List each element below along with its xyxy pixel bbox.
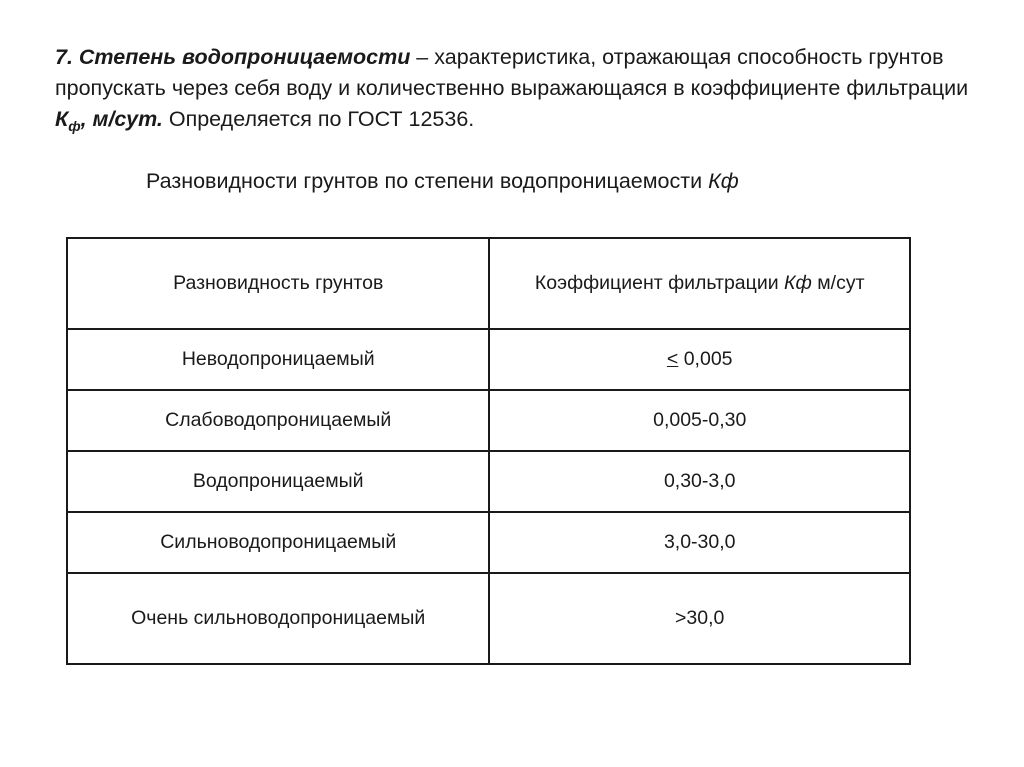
header-coef-unit: м/сут [811,272,865,294]
kf-notation [55,107,163,134]
permeability-table [66,237,911,665]
coefficient-cell: >30,0 [489,573,910,664]
coefficient-cell: 0,005-0,30 [489,390,910,451]
table-row [67,573,910,664]
header-coef-text: Коэффициент фильтрации [534,272,785,294]
caption-variable: Кф [708,169,739,193]
table-row [67,451,910,512]
coefficient-cell: 3,0-30,0 [489,512,910,573]
kf-unit: , м/сут. [80,107,163,131]
definition-text: – характеристика, отражающая способность грунтов пропускать через себя воду и количественно выражающаяся в коэффициенте фильтрации [55,45,969,100]
header-filtration-coefficient [489,238,910,329]
kf-subscript: ф [68,118,81,134]
table-row [67,512,910,573]
soil-type-cell: Неводопроницаемый [67,329,489,390]
kf-symbol: К [55,107,69,131]
table-caption [146,166,739,197]
caption-text: Разновидности грунтов по степени водопроницаемости [146,169,709,193]
gost-reference: Определяется по ГОСТ 12536. [162,107,475,131]
coefficient-cell [489,329,910,390]
header-soil-type: Разновидность грунтов [67,238,489,329]
soil-type-cell: Сильноводопроницаемый [67,512,489,573]
soil-type-cell: Водопроницаемый [67,451,489,512]
soil-type-cell: Очень сильноводопроницаемый [67,573,489,664]
less-or-equal-sign: < [666,348,679,370]
table-row [67,390,910,451]
term-heading: 7. Степень водопроницаемости [55,45,411,69]
table-row [67,329,910,390]
intro-paragraph [55,42,985,135]
header-coef-variable: Кф [784,272,812,294]
table-header-row [67,238,910,329]
coefficient-value: 0,005 [678,348,733,370]
coefficient-cell: 0,30-3,0 [489,451,910,512]
soil-type-cell: Слабоводопроницаемый [67,390,489,451]
